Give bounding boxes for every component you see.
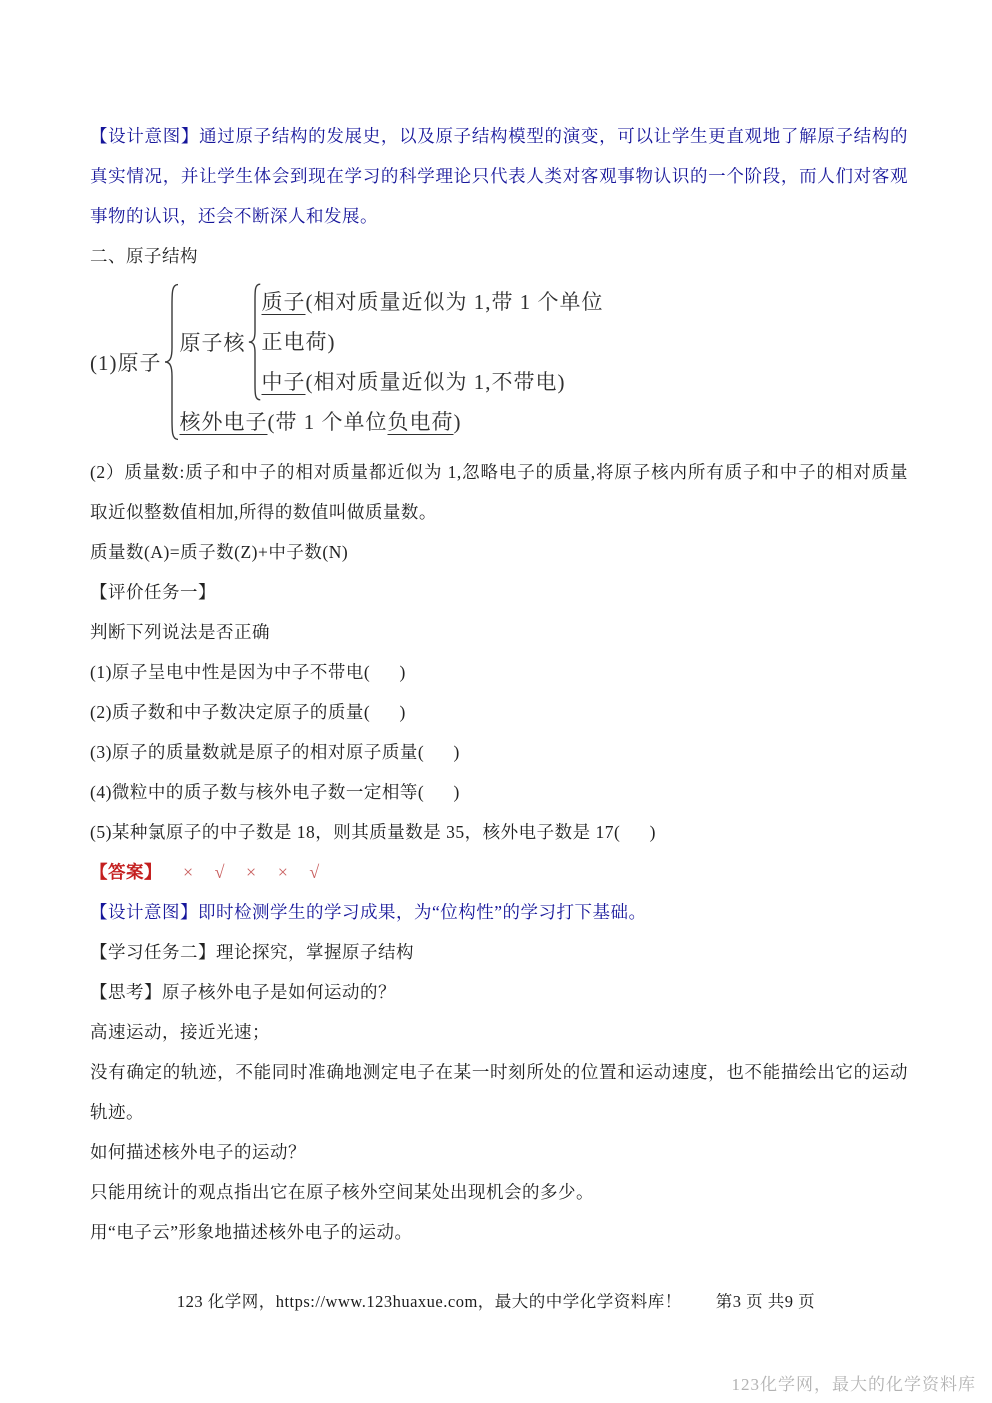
diagram-root-label: (1)原子 [90, 351, 162, 375]
answer-mark-2: √ [214, 862, 226, 882]
page-footer [0, 1288, 992, 1312]
diagram-right-column [180, 282, 604, 442]
answer-mark-1: × [183, 862, 194, 882]
inner-curly-brace [248, 283, 262, 401]
atom-structure-bracket-diagram [90, 282, 908, 442]
diagram-proton-desc-line1: (相对质量近似为 1,带 1 个单位 [305, 290, 604, 314]
section-heading-atomic-structure: 二、原子结构 [90, 246, 198, 266]
question-1: (1)原子呈电中性是因为中子不带电( ) [90, 662, 406, 682]
eval-task-heading: 【评价任务一】 [90, 582, 216, 602]
mass-number-formula: 质量数(A)=质子数(Z)+中子数(N) [90, 542, 349, 562]
diagram-electron-term: 核外电子 [179, 410, 268, 434]
mass-number-definition: (2）质量数:质子和中子的相对质量都近似为 1,忽略电子的质量,将原子核内所有质子和中子的相对质量取近似整数值相加,所得的数值叫做质量数。 [90, 462, 908, 522]
answer-mark-3: × [246, 862, 257, 882]
footer-page-number: 第3 页 共9 页 [715, 1292, 816, 1311]
learning-task-2-heading: 【学习任务二】理论探究，掌握原子结构 [90, 942, 414, 962]
judge-prompt: 判断下列说法是否正确 [90, 622, 270, 642]
think-answer-4: 只能用统计的观点指出它在原子核外空间某处出现机会的多少。 [90, 1182, 594, 1202]
design-intent-paragraph-2: 【设计意图】即时检测学生的学习成果，为“位构性”的学习打下基础。 [90, 902, 647, 922]
diagram-nucleus-items [262, 282, 604, 402]
answer-mark-4: × [277, 862, 289, 882]
think-answer-2: 没有确定的轨迹，不能同时准确地测定电子在某一时刻所处的位置和运动速度，也不能描绘出它的运动轨迹。 [90, 1062, 908, 1122]
diagram-electron-neg-term: 负电荷 [387, 410, 454, 434]
think-answer-1: 高速运动，接近光速； [90, 1022, 270, 1042]
diagram-nucleus-row [180, 282, 604, 402]
watermark-text: 123化学网，最大的化学资料库 [731, 1375, 976, 1394]
answer-label: 【答案】 [90, 862, 162, 882]
answer-line [90, 852, 908, 892]
diagram-electron-desc-close: ) [453, 410, 462, 434]
diagram-proton-item [262, 282, 604, 362]
outer-curly-brace [164, 283, 180, 441]
footer-site-info: 123 化学网，https://www.123huaxue.com，最大的中学化学资料库！ [176, 1292, 682, 1311]
think-heading: 【思考】原子核外电子是如何运动的？ [90, 982, 396, 1002]
diagram-proton-term: 质子 [261, 290, 306, 314]
question-2: (2)质子数和中子数决定原子的质量( ) [90, 702, 406, 722]
diagram-proton-desc-line2: 正电荷) [261, 330, 336, 354]
diagram-electron-desc-pre: (带 1 个单位 [267, 410, 388, 434]
question-5: (5)某种氯原子的中子数是 18，则其质量数是 35，核外电子数是 17( ) [90, 822, 656, 842]
diagram-neutron-desc: (相对质量近似为 1,不带电) [305, 370, 566, 394]
diagram-neutron-item [262, 362, 604, 402]
think-answer-5: 用“电子云”形象地描述核外电子的运动。 [90, 1222, 413, 1242]
document-content [90, 116, 908, 1252]
question-4: (4)微粒中的质子数与核外电子数一定相等( ) [90, 782, 460, 802]
answer-mark-5: √ [309, 862, 320, 882]
diagram-neutron-term: 中子 [261, 370, 306, 394]
diagram-nucleus-label: 原子核 [179, 331, 246, 355]
question-3: (3)原子的质量数就是原子的相对原子质量( ) [90, 742, 460, 762]
design-intent-paragraph-1: 【设计意图】通过原子结构的发展史，以及原子结构模型的演变，可以让学生更直观地了解原子结构的真实情况，并让学生体会到现在学习的科学理论只代表人类对客观事物认识的一个阶段，而人们对客观事物的认识，还会不断深人和发展。 [90, 126, 908, 226]
think-answer-3: 如何描述核外电子的运动？ [90, 1142, 306, 1162]
diagram-electron-item [180, 402, 604, 442]
